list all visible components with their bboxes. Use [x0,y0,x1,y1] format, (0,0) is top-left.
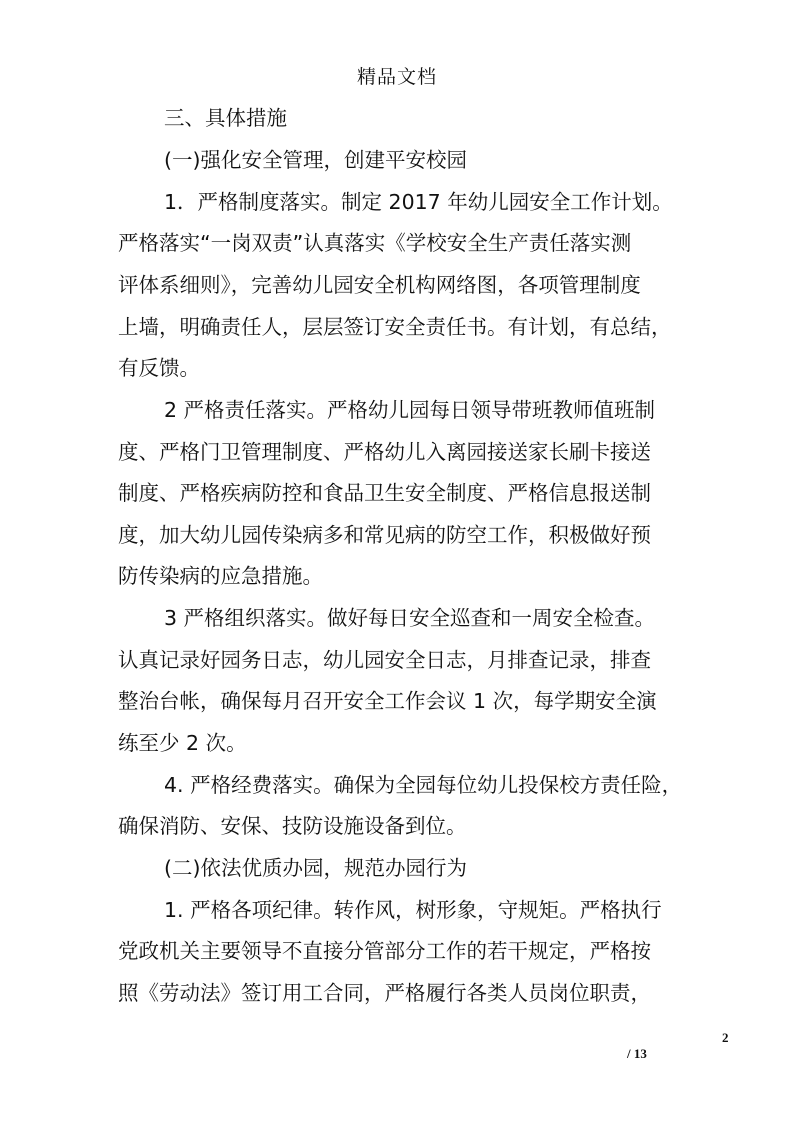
text-line: 1．严格制度落实。制定 2017 年幼儿园安全工作计划。 [164,190,673,214]
text-line: 防传染病的应急措施。 [118,564,323,588]
text-line: 党政机关主要领导不直接分管部分工作的若干规定，严格按 [118,939,651,963]
text-line: 确保消防、安保、技防设施设备到位。 [118,814,467,838]
text-line: 4. 严格经费落实。确保为全园每位幼儿投保校方责任险， [164,773,683,797]
text-line: 制度、严格疾病防控和食品卫生安全制度、严格信息报送制 [118,481,651,505]
text-line: 练至少 2 次。 [118,731,247,755]
page-number: 2 [722,1030,729,1045]
text-line: 度，加大幼儿园传染病多和常见病的防空工作，积极做好预 [118,523,651,547]
text-line: 严格落实“一岗双责”认真落实《学校安全生产责任落实测 [118,231,632,255]
page-total: / 13 [627,1046,647,1061]
text-line: 2 严格责任落实。严格幼儿园每日领导带班教师值班制 [164,398,656,422]
text-line: 照《劳动法》签订用工合同，严格履行各类人员岗位职责， [118,981,651,1005]
text-line: 度、严格门卫管理制度、严格幼儿入离园接送家长刷卡接送 [118,440,651,464]
text-line: 1. 严格各项纪律。转作风，树形象，守规矩。严格执行 [164,898,662,922]
subsection-heading: (二)依法优质办园，规范办园行为 [164,856,467,880]
text-line: 上墙，明确责任人，层层签订安全责任书。有计划，有总结， [118,315,672,339]
page-header-title: 精品文档 [356,66,437,88]
text-line: 3 严格组织落实。做好每日安全巡查和一周安全检查。 [164,606,656,630]
text-line: 评体系细则》，完善幼儿园安全机构网络图，各项管理制度 [118,273,641,297]
text-line: 认真记录好园务日志，幼儿园安全日志，月排查记录，排查 [118,648,651,672]
subsection-heading: (一)强化安全管理，创建平安校园 [164,148,467,172]
text-line: 整治台帐，确保每月召开安全工作会议 1 次，每学期安全演 [118,689,657,713]
text-line: 有反馈。 [118,356,200,380]
section-heading: 三、具体措施 [164,106,287,130]
